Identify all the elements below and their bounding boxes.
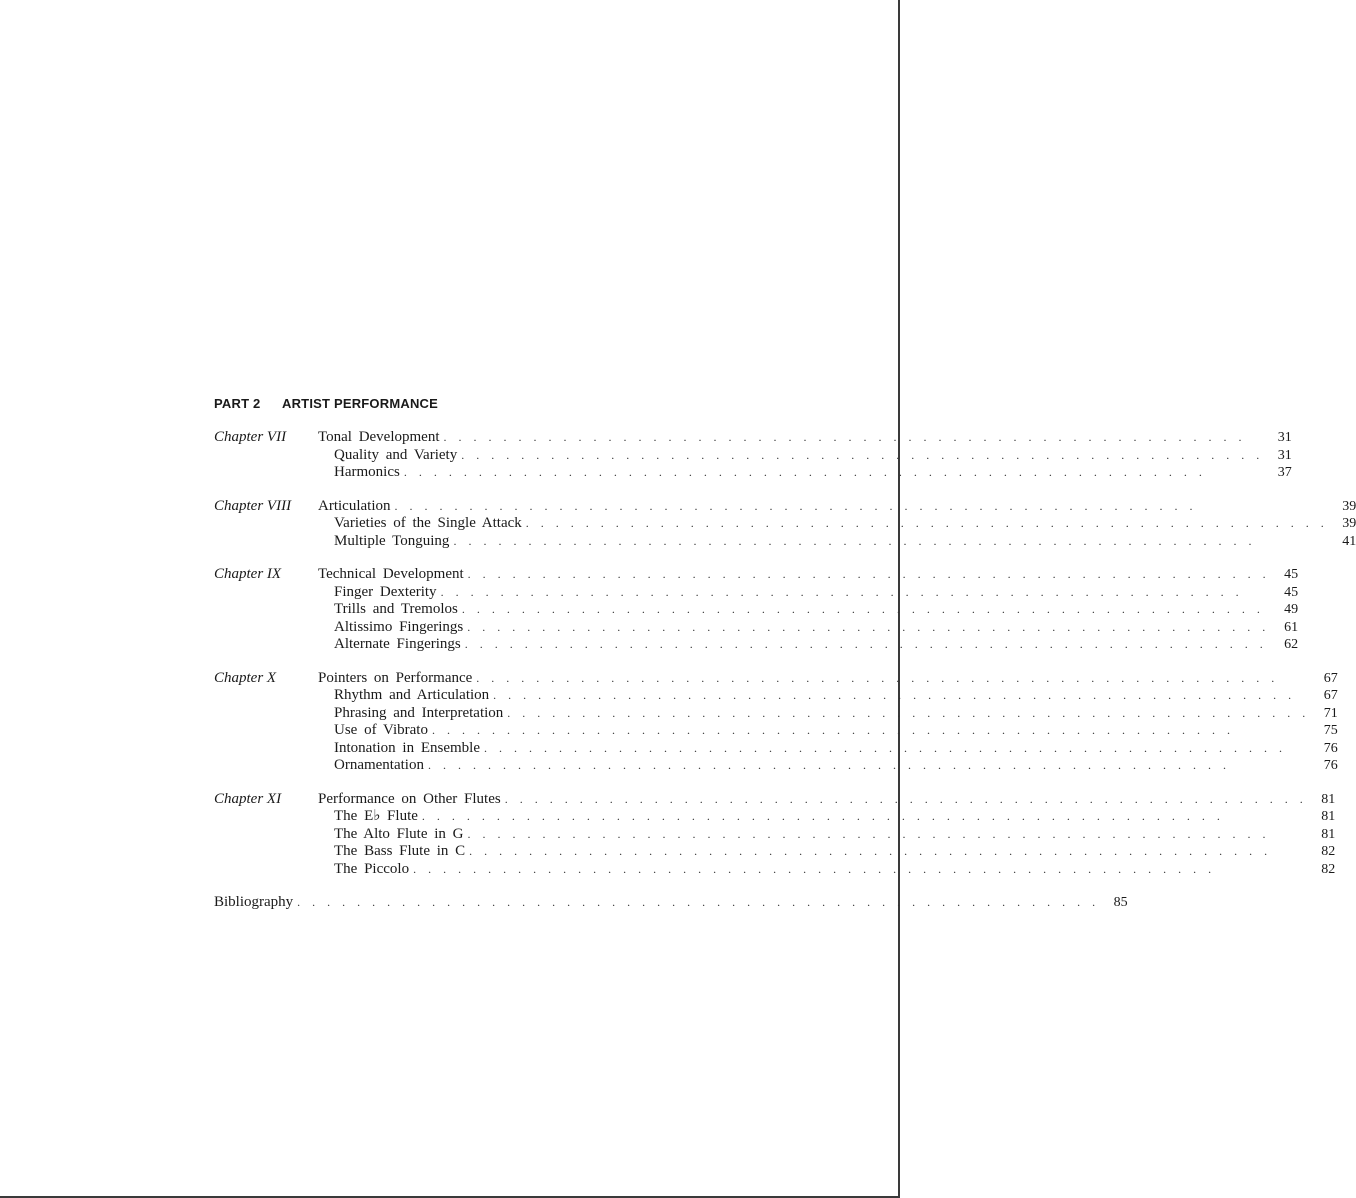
entry-title: Rhythm and Articulation (334, 687, 490, 703)
dot-leader (507, 705, 1310, 723)
page-number: 67 (1323, 670, 1338, 686)
toc-entry-sub[interactable] (318, 464, 1292, 482)
dot-leader (467, 619, 1270, 637)
dot-leader (484, 740, 1310, 758)
toc-entry-main[interactable] (318, 498, 1356, 516)
entry-title: Tonal Development (318, 429, 440, 445)
entry-title: The Piccolo (334, 860, 410, 877)
toc-entry-sub[interactable] (318, 826, 1335, 844)
entry-title: The Bass Flute in C (334, 843, 466, 859)
page-number: 81 (1321, 791, 1336, 807)
dot-leader (404, 464, 1264, 482)
toc-entry-sub[interactable] (318, 722, 1338, 740)
dot-leader (453, 533, 1328, 551)
toc-entry-main[interactable] (318, 791, 1335, 809)
toc-entry-sub[interactable] (318, 687, 1338, 705)
toc-entry-sub[interactable] (318, 861, 1335, 879)
page-number: 75 (1323, 723, 1338, 738)
toc-entry-sub[interactable] (318, 533, 1356, 551)
toc-entry-bibliography[interactable] (214, 894, 1128, 912)
table-of-contents (214, 396, 1356, 912)
chapter-label: Chapter VII (214, 429, 287, 445)
page-number: 81 (1321, 826, 1336, 842)
entry-title: Trills and Tremolos (334, 601, 458, 617)
page-number: 39 (1342, 516, 1356, 531)
chapter-section (214, 790, 1336, 879)
dot-leader (462, 601, 1270, 619)
page-number: 85 (1113, 895, 1128, 910)
dot-leader (476, 670, 1310, 688)
dot-leader (468, 826, 1308, 844)
page-number: 45 (1284, 567, 1299, 582)
toc-entry-sub[interactable] (318, 757, 1338, 775)
page-number: 82 (1321, 861, 1336, 877)
page-number: 39 (1342, 498, 1356, 514)
chapter-label: Chapter IX (214, 566, 282, 582)
page-number: 49 (1284, 602, 1299, 617)
part-heading (214, 396, 746, 411)
page-number: 71 (1323, 705, 1338, 721)
entry-title: Pointers on Performance (318, 669, 473, 686)
chapter-label: Chapter XI (214, 790, 282, 807)
page-number: 76 (1323, 740, 1338, 756)
entry-title: Use of Vibrato (334, 722, 428, 738)
entry-title: Finger Dexterity (334, 583, 437, 600)
chapter-entries (318, 670, 1338, 775)
entry-title: Bibliography (214, 894, 294, 910)
entry-title: Technical Development (318, 566, 464, 582)
dot-leader (468, 566, 1271, 584)
chapter-label: Chapter X (214, 669, 277, 686)
dot-leader (526, 515, 1329, 533)
toc-entry-sub[interactable] (318, 515, 1356, 533)
dot-leader (413, 861, 1307, 879)
dot-leader (505, 791, 1308, 809)
page-number: 82 (1321, 844, 1336, 859)
chapter-entries (318, 566, 1298, 654)
page-number: 45 (1284, 584, 1299, 600)
toc-entry-main[interactable] (318, 566, 1298, 584)
entry-title: Altissimo Fingerings (334, 618, 464, 635)
entry-title: Performance on Other Flutes (318, 790, 501, 807)
page-number: 41 (1342, 533, 1356, 549)
toc-entry-sub[interactable] (318, 636, 1298, 654)
page-number: 37 (1277, 465, 1292, 480)
page-number: 31 (1277, 430, 1292, 445)
chapter-section (214, 497, 1356, 551)
entry-title: Quality and Variety (334, 446, 458, 463)
chapter-entries (318, 498, 1356, 551)
entry-title: Articulation (318, 497, 391, 514)
dot-leader (441, 584, 1271, 602)
toc-entry-sub[interactable] (318, 447, 1292, 465)
dot-leader (469, 843, 1307, 861)
toc-entry-sub[interactable] (318, 705, 1338, 723)
dot-leader (394, 498, 1328, 516)
dot-leader (297, 894, 1100, 912)
chapter-section (214, 669, 1338, 775)
dot-leader (465, 636, 1270, 654)
toc-entry-sub[interactable] (318, 843, 1335, 861)
toc-entry-sub[interactable] (318, 601, 1298, 619)
entry-title: Multiple Tonguing (334, 532, 450, 549)
entry-title: Phrasing and Interpretation (334, 704, 504, 721)
toc-entry-sub[interactable] (318, 740, 1338, 758)
entry-title: The Alto Flute in G (334, 825, 464, 842)
dot-leader (422, 808, 1307, 826)
entry-title: Harmonics (334, 464, 400, 480)
entry-title: The E♭ Flute (334, 808, 418, 824)
entry-title: Ornamentation (334, 757, 424, 773)
chapter-section (214, 566, 1299, 654)
toc-entry-main[interactable] (318, 429, 1292, 447)
dot-leader (428, 757, 1310, 775)
entry-title: Intonation in Ensemble (334, 739, 480, 756)
part-title: ARTIST PERFORMANCE (282, 396, 438, 411)
toc-entry-sub[interactable] (318, 808, 1335, 826)
dot-leader (461, 447, 1264, 465)
dot-leader (432, 722, 1310, 740)
page-number: 31 (1277, 447, 1292, 463)
chapter-label: Chapter VIII (214, 497, 292, 514)
dot-leader (493, 687, 1310, 705)
entry-title: Varieties of the Single Attack (334, 515, 522, 531)
page-number: 81 (1321, 809, 1336, 824)
entry-title: Alternate Fingerings (334, 636, 461, 652)
page-number: 61 (1284, 619, 1299, 635)
toc-entry-main[interactable] (318, 670, 1338, 688)
toc-entry-sub[interactable] (318, 619, 1298, 637)
chapter-section (214, 429, 1292, 482)
page-number: 76 (1323, 758, 1338, 773)
toc-entry-sub[interactable] (318, 584, 1298, 602)
chapter-entries (318, 429, 1292, 482)
page-number: 67 (1323, 688, 1338, 703)
chapter-entries (318, 791, 1335, 879)
dot-leader (444, 429, 1264, 447)
page-number: 62 (1284, 637, 1299, 652)
part-number: PART 2 (214, 396, 261, 411)
